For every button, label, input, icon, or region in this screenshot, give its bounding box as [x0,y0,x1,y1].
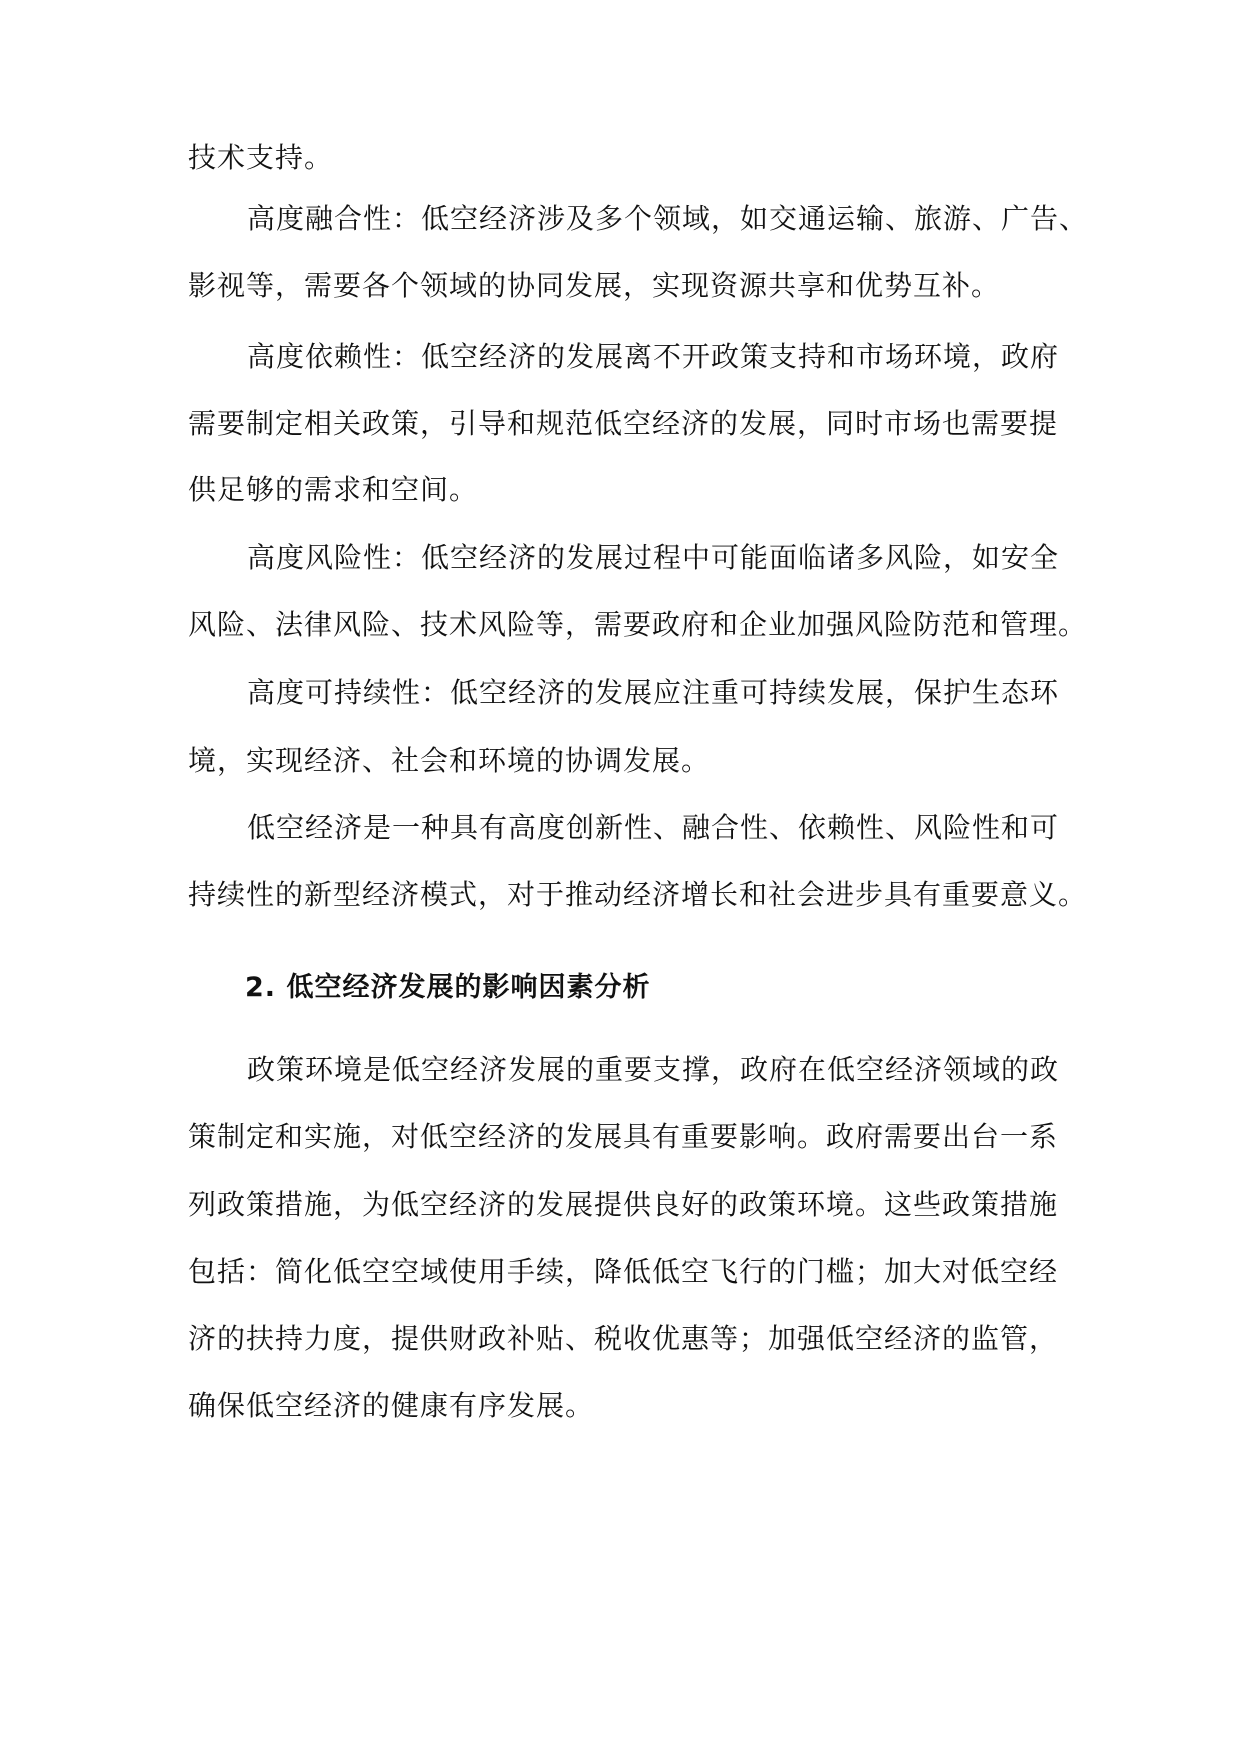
paragraph-line: 高度融合性：低空经济涉及多个领域，如交通运输、旅游、广告、 [247,202,1089,235]
paragraph-line: 济的扶持力度，提供财政补贴、税收优惠等；加强低空经济的监管， [188,1322,1059,1355]
paragraph-line: 境，实现经济、社会和环境的协调发展。 [188,744,711,777]
paragraph-line: 影视等，需要各个领域的协同发展，实现资源共享和优势互补。 [188,269,1001,302]
paragraph-line: 低空经济是一种具有高度创新性、融合性、依赖性、风险性和可 [247,811,1060,844]
paragraph-line: 列政策措施，为低空经济的发展提供良好的政策环境。这些政策措施 [188,1188,1059,1221]
paragraph-line: 供足够的需求和空间。 [188,473,479,506]
paragraph-line: 高度风险性：低空经济的发展过程中可能面临诸多风险，如安全 [247,541,1060,574]
paragraph-line: 高度可持续性：低空经济的发展应注重可持续发展，保护生态环 [247,676,1060,709]
section-heading: 2. 低空经济发展的影响因素分析 [245,972,651,1003]
paragraph-line: 需要制定相关政策，引导和规范低空经济的发展，同时市场也需要提 [188,407,1059,440]
paragraph-line: 政策环境是低空经济发展的重要支撑，政府在低空经济领域的政 [247,1053,1060,1086]
paragraph-line: 确保低空经济的健康有序发展。 [188,1389,595,1422]
paragraph-line: 高度依赖性：低空经济的发展离不开政策支持和市场环境，政府 [247,340,1060,373]
paragraph-line: 持续性的新型经济模式，对于推动经济增长和社会进步具有重要意义。 [188,878,1088,911]
paragraph-line: 策制定和实施，对低空经济的发展具有重要影响。政府需要出台一系 [188,1120,1059,1153]
paragraph-line: 包括：简化低空空域使用手续，降低低空飞行的门槛；加大对低空经 [188,1255,1059,1288]
paragraph-line: 技术支持。 [188,141,334,174]
paragraph-line: 风险、法律风险、技术风险等，需要政府和企业加强风险防范和管理。 [188,608,1088,641]
